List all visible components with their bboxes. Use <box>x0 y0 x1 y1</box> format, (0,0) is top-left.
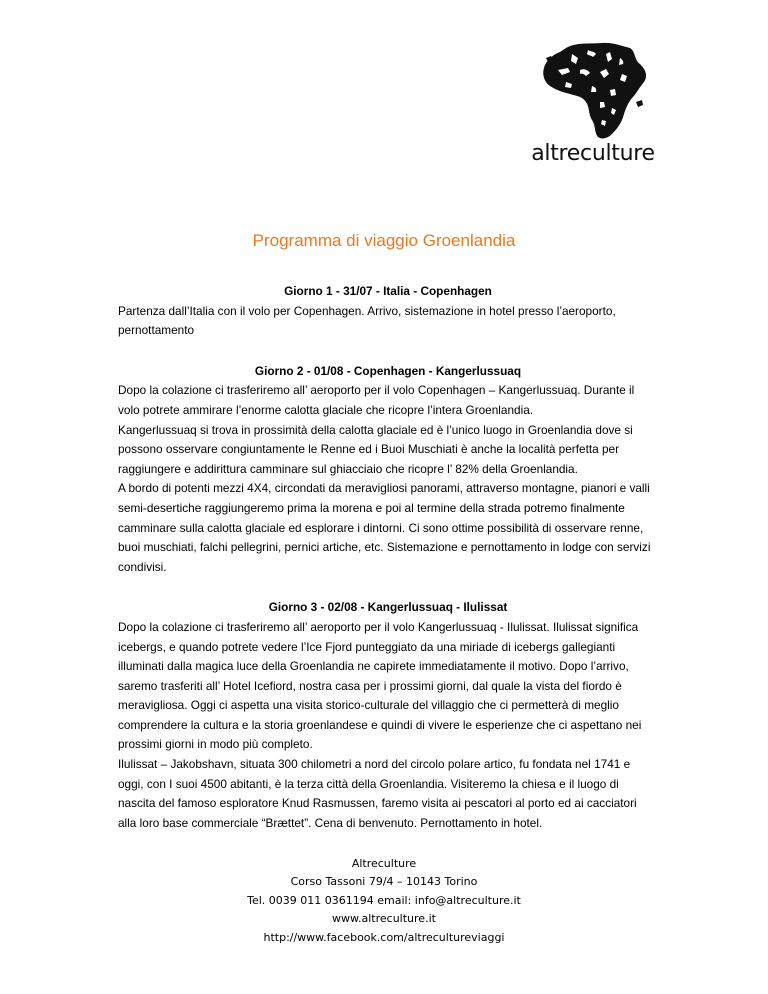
africa-animals-logo-icon <box>536 40 650 142</box>
day-heading: Giorno 1 - 31/07 - Italia - Copenhagen <box>284 284 492 298</box>
brand-logo <box>518 40 668 172</box>
day-paragraph: Dopo la colazione ci trasferiremo all’ aeroporto per il volo Kangerlussuaq - Ilulissat. Ilulissat significa icebergs, e quando potrete vedere l’Ice Fjord punteggiato da una miriade di icebergs gallegianti illuminati dalla magica luce della Groenlandia ne capirete immediatamente il motivo. Dopo l’arrivo, saremo trasferiti all’ Hotel Icefiord, nostra casa per i prossimi giorni, dal quale la vista del fiordo è meravigliosa. Oggi ci aspetta una visita storico-culturale del villaggio che ci permetterà di meglio comprendere la cultura e la storia groenlandese e quindi di vivere le esperienze che ci aspettano nei prossimi giorni in modo più completo. <box>118 619 642 752</box>
footer-address: Corso Tassoni 79/4 – 10143 Torino <box>290 875 478 889</box>
day-heading: Giorno 2 - 01/08 - Copenhagen - Kangerlussuaq <box>254 363 522 378</box>
day-paragraph: A bordo di potenti mezzi 4X4, circondati da meravigliosi panorami, attraverso montagne, pianori e valli semi-desertiche raggiungeremo prima la morena e poi al termine della strada potremo finalmente camminare sulla calotta glaciale ed esplorare i dintorni. Ci sono ottime possibilità di osservare renne, buoi muschiati, falchi pellegrini, pernici artiche, etc. Sistemazione e pernottamento in lodge con servizi condivisi. <box>118 481 651 574</box>
footer-company-name: Altreculture <box>351 857 417 870</box>
day-paragraph: Dopo la colazione ci trasferiremo all’ aeroporto per il volo Copenhagen – Kangerlussuaq. Durante il volo potrete ammirare l’enorme calotta glaciale che ricopre l’intera Groenlandia. <box>118 383 635 417</box>
footer-contact: Tel. 0039 011 0361194 email: info@altreculture.it <box>247 893 521 907</box>
document-title: Programma di viaggio Groenlandia <box>252 231 516 250</box>
day-paragraph: Kangerlussuaq si trova in prossimità della calotta glaciale ed è l’unico luogo in Groenlandia dove si possono osservare congiuntamente le Renne ed i Buoi Muschiati è anche la località perfetta per raggiungere e addirittura camminare sul ghiacciaio che ricopre l’ 82% della Groenlandia. <box>118 422 633 476</box>
day-3 <box>118 598 658 833</box>
day-paragraph: Partenza dall’Italia con il volo per Copenhagen. Arrivo, sistemazione in hotel presso l’aeroporto, pernottamento <box>118 303 616 338</box>
footer-website-link[interactable]: www.altreculture.it <box>332 912 436 926</box>
itinerary <box>118 282 658 854</box>
day-1 <box>118 282 658 341</box>
day-2 <box>118 362 658 578</box>
footer <box>0 855 768 947</box>
day-heading: Giorno 3 - 02/08 - Kangerlussuaq - Ilulissat <box>268 600 508 615</box>
brand-name: altreculture <box>531 141 655 166</box>
day-paragraph: Ilulissat – Jakobshavn, situata 300 chilometri a nord del circolo polare artico, fu fondata nel 1741 e oggi, con I suoi 4500 abitanti, è la terza città della Groenlandia. Visiteremo la chiesa e il luogo di nascita del famoso esploratore Knud Rasmussen, faremo visita ai pescatori al porto ed ai cacciatori alla loro base commerciale “Brættet”. Cena di benvenuto. Pernottamento in hotel. <box>118 757 637 830</box>
footer-facebook-link[interactable]: http://www.facebook.com/altrecultureviaggi <box>263 930 505 944</box>
